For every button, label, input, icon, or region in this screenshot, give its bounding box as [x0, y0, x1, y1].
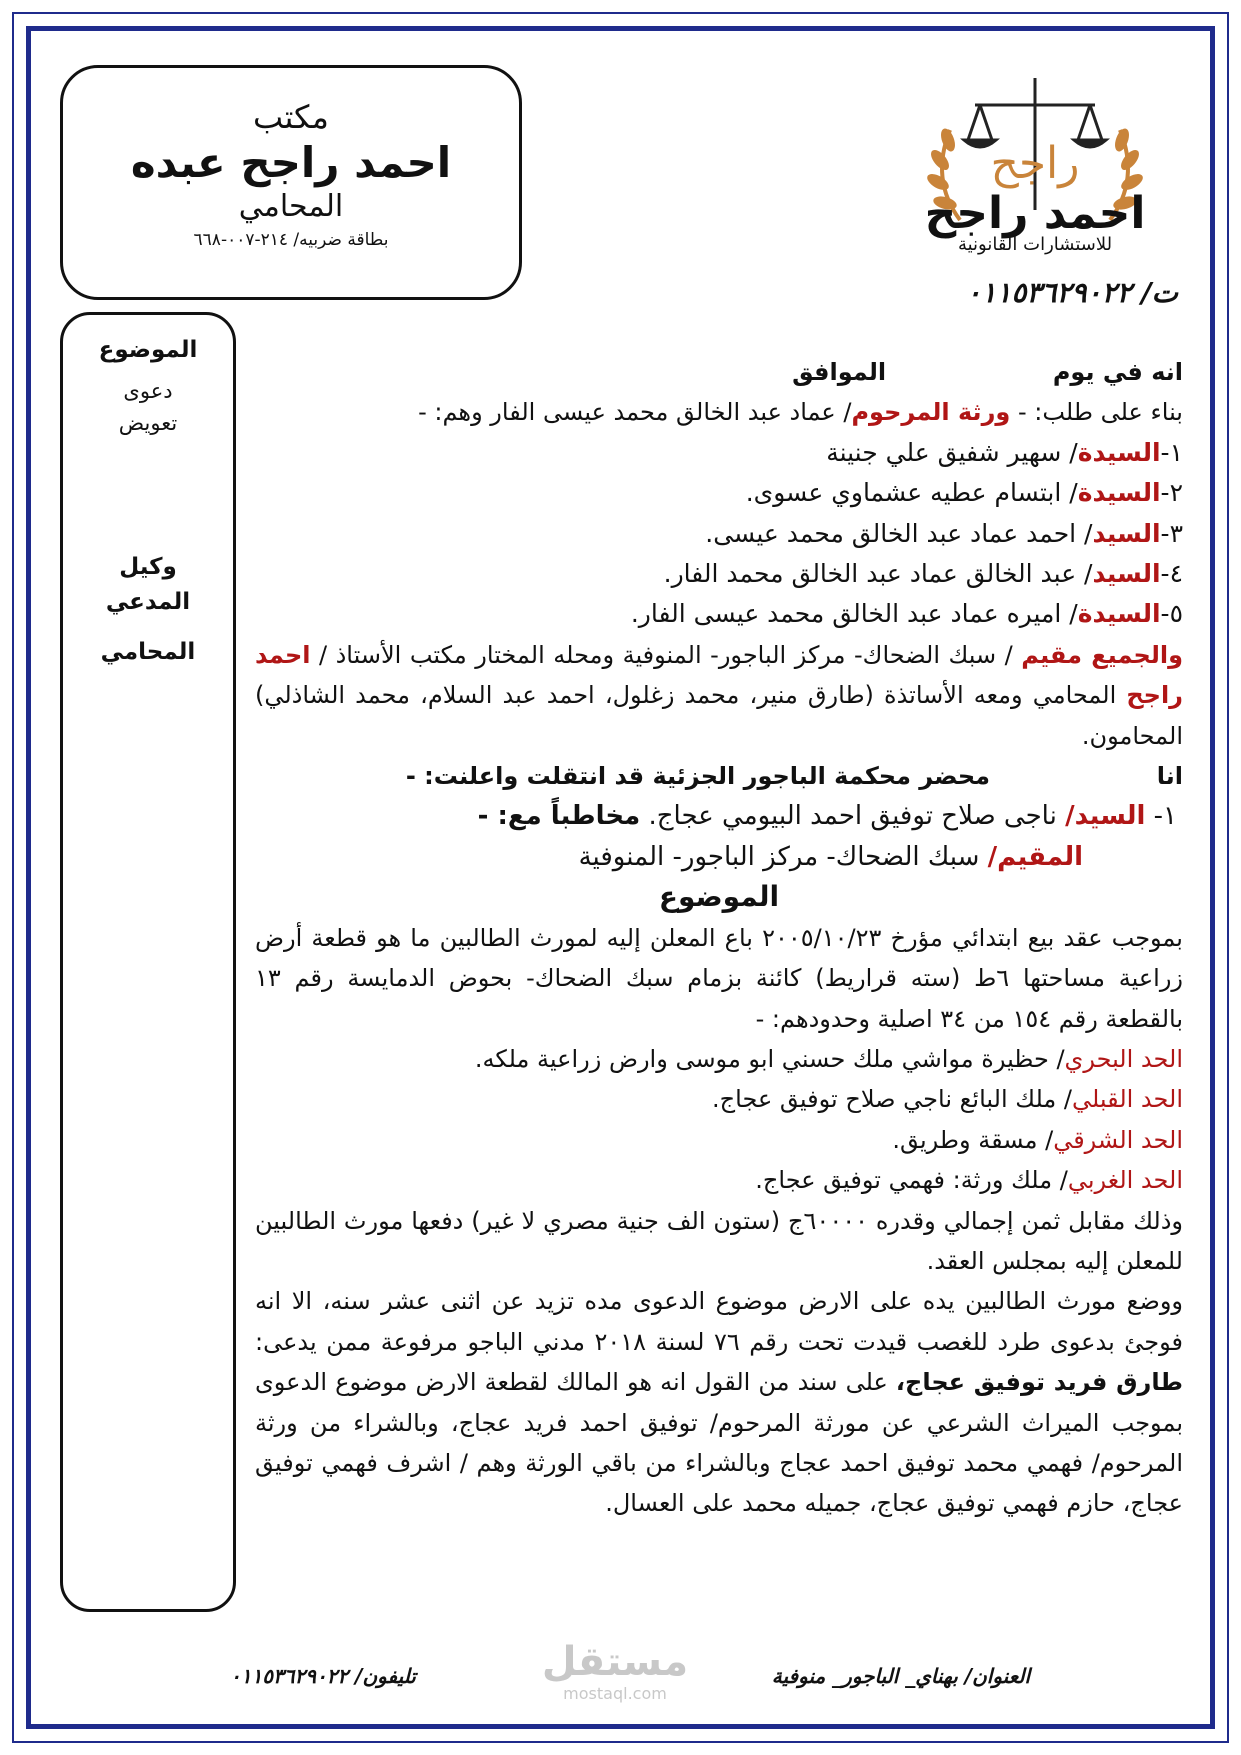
side-agent-label: وكيل المدعي [105, 553, 191, 616]
residence-title: المقيم/ [987, 841, 1083, 872]
defendant-name: ناجى صلاح توفيق احمد البيومي عجاج. [640, 801, 1066, 832]
footer-address: العنوان/ بهناي_ الباجور_ منوفية [771, 1664, 1030, 1688]
dispute-paragraph: ووضع مورث الطالبين يده على الارض موضوع الدعوى مده تزيد عن اثنى عشر سنه، الا انه فوجئ بدعوى طرد للغصب قيدت تحت رقم ٧٦ لسنة ٢٠١٨ مدني الباجو مرفوعة ممن يدعى: طارق فريد توفيق عجاج، على سند من القول انه هو المالك لقطعة الارض موضوع الدعوى بموجب الميراث الشرعي عن مورثة المرحوم/ توفيق احمد فريد عجاج، وبالشراء من ورثة المرحوم/ فهمي محمد توفيق احمد عجاج وبالشراء من باقي الورثة وهم / اشرف فهمي توفيق عجاج، حازم فهمي توفيق عجاج، جميله محمد على العسال. [255, 1287, 1183, 1518]
side-info-box [60, 312, 236, 1612]
office-label: مكتب [253, 98, 329, 136]
boundary-item: الحد الشرقي/ مسقة وطريق. [892, 1125, 1183, 1154]
date-line [255, 352, 1183, 392]
residence-paragraph: والجميع مقيم / سبك الضحاك- مركز الباجور- المنوفية ومحله المختار مكتب الأستاذ / احمد راجح المحامي ومعه الأساتذة (طارق منير، محمد زغلول، احمد عبد السلام، محمد الشاذلي) المحامون. [255, 640, 1183, 750]
footer-phone: تليفون/ ٠١١٥٣٦٢٩٠٢٢ [230, 1664, 416, 1688]
lawyer-title: المحامي [238, 189, 344, 224]
lawyer-name: احمد راجح عبده [130, 138, 452, 187]
side-lawyer-label: المحامي [100, 639, 196, 666]
served-with-label: مخاطباً مع: - [477, 801, 641, 832]
tax-card-number: بطاقة ضربيه/ ٢١٤-٠٠٧-٦٦٨ [193, 230, 389, 250]
heirs-list [255, 433, 1183, 635]
heir-item: ٢-السيدة/ ابتسام عطيه عشماوي عسوى. [745, 478, 1183, 508]
request-line [255, 392, 1183, 432]
heir-item: ٣-السيد/ احمد عماد عبد الخالق محمد عيسى. [705, 518, 1183, 548]
deceased-name: / عماد عبد الخالق محمد عيسى الفار وهم: - [418, 398, 852, 427]
header-phone: ت/ ٠١١٥٣٦٢٩٠٢٢ [966, 276, 1178, 309]
heir-item: ١-السيدة/ سهير شفيق علي جنينة [826, 437, 1183, 467]
request-prefix: بناء على طلب: - [1017, 398, 1183, 427]
price-paragraph: وذلك مقابل ثمن إجمالي وقدره ٦٠٠٠٠ج (ستون الف جنية مصري لا غير) دفعها مورث الطالبين للمعلن إليه بمجلس العقد. [255, 1206, 1184, 1275]
defendant-residence: المقيم/ سبك الضحاك- مركز الباجور- المنوفية [578, 841, 1083, 872]
defendant-line: ١- السيد/ ناجى صلاح توفيق احمد البيومي عجاج. مخاطباً مع: - [477, 801, 1177, 832]
heirs-label: ورثة المرحوم [851, 398, 1011, 427]
office-lawyer-name: احمد راجح [255, 640, 1183, 710]
heir-item: ٥-السيدة/ اميره عماد عبد الخالق محمد عيسى الفار. [630, 599, 1183, 629]
date-prefix: انه في يوم [1052, 358, 1183, 386]
mostaql-watermark: مستقل mostaql.com [541, 1639, 689, 1703]
bailiff-line [255, 756, 1183, 796]
boundary-item: الحد البحري/ حظيرة مواشي ملك حسني ابو موسى وارض زراعية ملكه. [474, 1044, 1183, 1073]
contract-paragraph: بموجب عقد بيع ابتدائي مؤرخ ٢٠٠٥/١٠/٢٣ باع المعلن إليه لمورث الطالبين ما هو قطعة أرض زراعية مساحتها ٦ط (سته قراريط) كائنة بزمام سبك الضحاك- بحوض الدمايسة رقم ١٣ بالقطعة رقم ١٥٤ من ٣٤ اصلية وحدودهم: - [255, 923, 1183, 1033]
logo-subtitle: للاستشارات القانونية [957, 234, 1113, 255]
bailiff-ana: انا [1156, 762, 1183, 791]
boundary-item: الحد القبلي/ ملك البائع ناجي صلاح توفيق عجاج. [712, 1085, 1183, 1114]
residence-label: والجميع مقيم [1021, 640, 1183, 669]
logo-monogram: راجح [990, 138, 1080, 189]
subject-heading: الموضوع [658, 880, 780, 914]
side-subject-label: الموضوع [98, 337, 198, 363]
claimant-name: طارق فريد توفيق عجاج، [895, 1368, 1183, 1397]
office-header-box [60, 65, 522, 300]
boundary-item: الحد الغربي/ ملك ورثة: فهمي توفيق عجاج. [755, 1166, 1183, 1195]
date-corresponding: الموافق [792, 358, 887, 386]
heir-item: ٤-السيد/ عبد الخالق عماد عبد الخالق محمد الفار. [663, 559, 1183, 589]
side-subject-value: دعوى تعويض [118, 378, 178, 436]
logo-name: احمد راجح [924, 188, 1146, 239]
court-name: محضر محكمة الباجور الجزئية قد انتقلت واعلنت: - [405, 762, 991, 791]
defendant-title: السيد/ [1065, 801, 1146, 832]
boundaries-list [255, 1039, 1183, 1201]
document-body [255, 352, 1183, 1524]
